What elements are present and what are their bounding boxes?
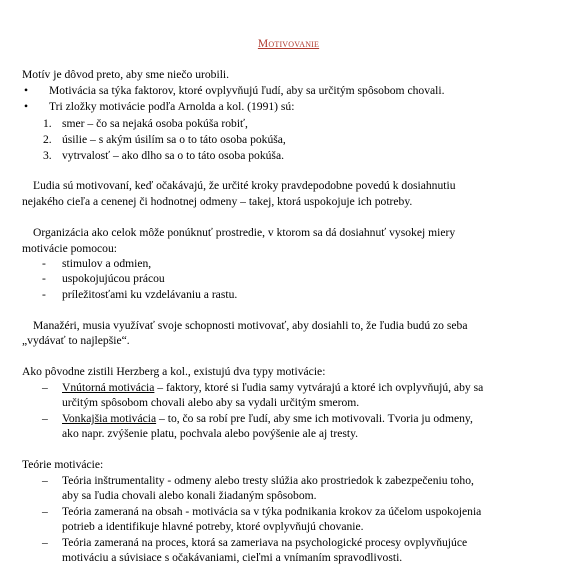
dash-marker: -: [42, 257, 46, 270]
theory-item: Teória zameraná na obsah - motivácia sa v týka podnikania krokov za účelom uspokojenia: [62, 505, 482, 518]
dash-marker: -: [42, 272, 46, 285]
list-number: 2.: [43, 133, 52, 146]
paragraph-line: „vydávať to najlepšie“.: [22, 334, 130, 347]
herzberg-type-cont: určitým spôsobom chovali alebo aby sa vydali určitým smerom.: [62, 396, 360, 409]
list-item: stimulov a odmien,: [62, 257, 152, 270]
theories-title: Teórie motivácie:: [22, 458, 104, 471]
component-item: vytrvalosť – ako dlho sa o to táto osoba pokúša.: [62, 149, 284, 162]
dash-marker: –: [42, 474, 48, 487]
term-internal-motivation: Vnútorná motivácia: [62, 381, 155, 394]
herzberg-intro: Ako pôvodne zistili Herzberg a kol., existujú dva typy motivácie:: [22, 365, 326, 378]
intro-bullet: Motivácia sa týka faktorov, ktoré ovplyvňujú ľudí, aby sa určitým spôsobom chovali.: [49, 84, 445, 97]
dash-marker: –: [42, 505, 48, 518]
paragraph-line: nejakého cieľa a cenenej či hodnotnej odmeny – takej, ktorá uspokojuje ich potreby.: [22, 195, 413, 208]
list-item: uspokojujúcou prácou: [62, 272, 165, 285]
term-external-motivation: Vonkajšia motivácia: [62, 412, 157, 425]
herzberg-type: [62, 380, 483, 395]
herzberg-type-cont: ako napr. zvýšenie platu, pochvala alebo povýšenie ale aj tresty.: [62, 427, 359, 440]
bullet-marker: •: [24, 84, 29, 97]
bullet-marker: •: [24, 100, 29, 113]
list-number: 1.: [43, 117, 52, 130]
paragraph-line: Organizácia ako celok môže ponúknuť prostredie, v ktorom sa dá dosiahnuť vysokej miery: [33, 226, 456, 239]
intro-bullet: Tri zložky motivácie podľa Arnolda a kol. (1991) sú:: [49, 100, 295, 113]
term-description: – faktory, ktoré si ľudia samy vytvárajú a ktoré ich ovplyvňujú, aby sa: [154, 381, 484, 394]
theory-item: Teória zameraná na proces, ktorá sa zameriava na psychologické procesy ovplyvňujúce: [62, 536, 468, 549]
theory-item: Teória inštrumentality - odmeny alebo tresty slúžia ako prostriedok k zabezpečeniu toho,: [62, 474, 474, 487]
dash-marker: –: [42, 412, 48, 425]
component-item: smer – čo sa nejaká osoba pokúša robiť,: [62, 117, 248, 130]
paragraph-line: Manažéri, musia využívať svoje schopnosti motivovať, aby dosiahli to, že ľudia budú zo seba: [33, 319, 468, 332]
term-description: – to, čo sa robí pre ľudí, aby sme ich motivovali. Tvoria ju odmeny,: [156, 412, 473, 425]
paragraph-line: motivácie pomocou:: [22, 242, 117, 255]
list-item: príležitosťami ku vzdelávaniu a rastu.: [62, 288, 238, 301]
theory-item-cont: potrieb a identifikuje hlavné potreby, ktoré ovplyvňujú chovanie.: [62, 520, 364, 533]
paragraph-line: Ľudia sú motivovaní, keď očakávajú, že určité kroky pravdepodobne povedú k dosiahnutiu: [33, 179, 456, 192]
theory-item-cont: motiváciu a súvisiace s očakávaniami, cieľmi a vnímaním spravodlivosti.: [62, 551, 403, 564]
page-title: Motivovanie: [257, 37, 320, 50]
dash-marker: -: [42, 288, 46, 301]
intro-text: Motív je dôvod preto, aby sme niečo urobili.: [22, 68, 230, 81]
component-item: úsilie – s akým úsilím sa o to táto osoba pokúša,: [62, 133, 286, 146]
herzberg-type: [62, 411, 473, 426]
theory-item-cont: aby sa ľudia chovali alebo konali žiadaným spôsobom.: [62, 489, 317, 502]
dash-marker: –: [42, 536, 48, 549]
dash-marker: –: [42, 381, 48, 394]
list-number: 3.: [43, 149, 52, 162]
